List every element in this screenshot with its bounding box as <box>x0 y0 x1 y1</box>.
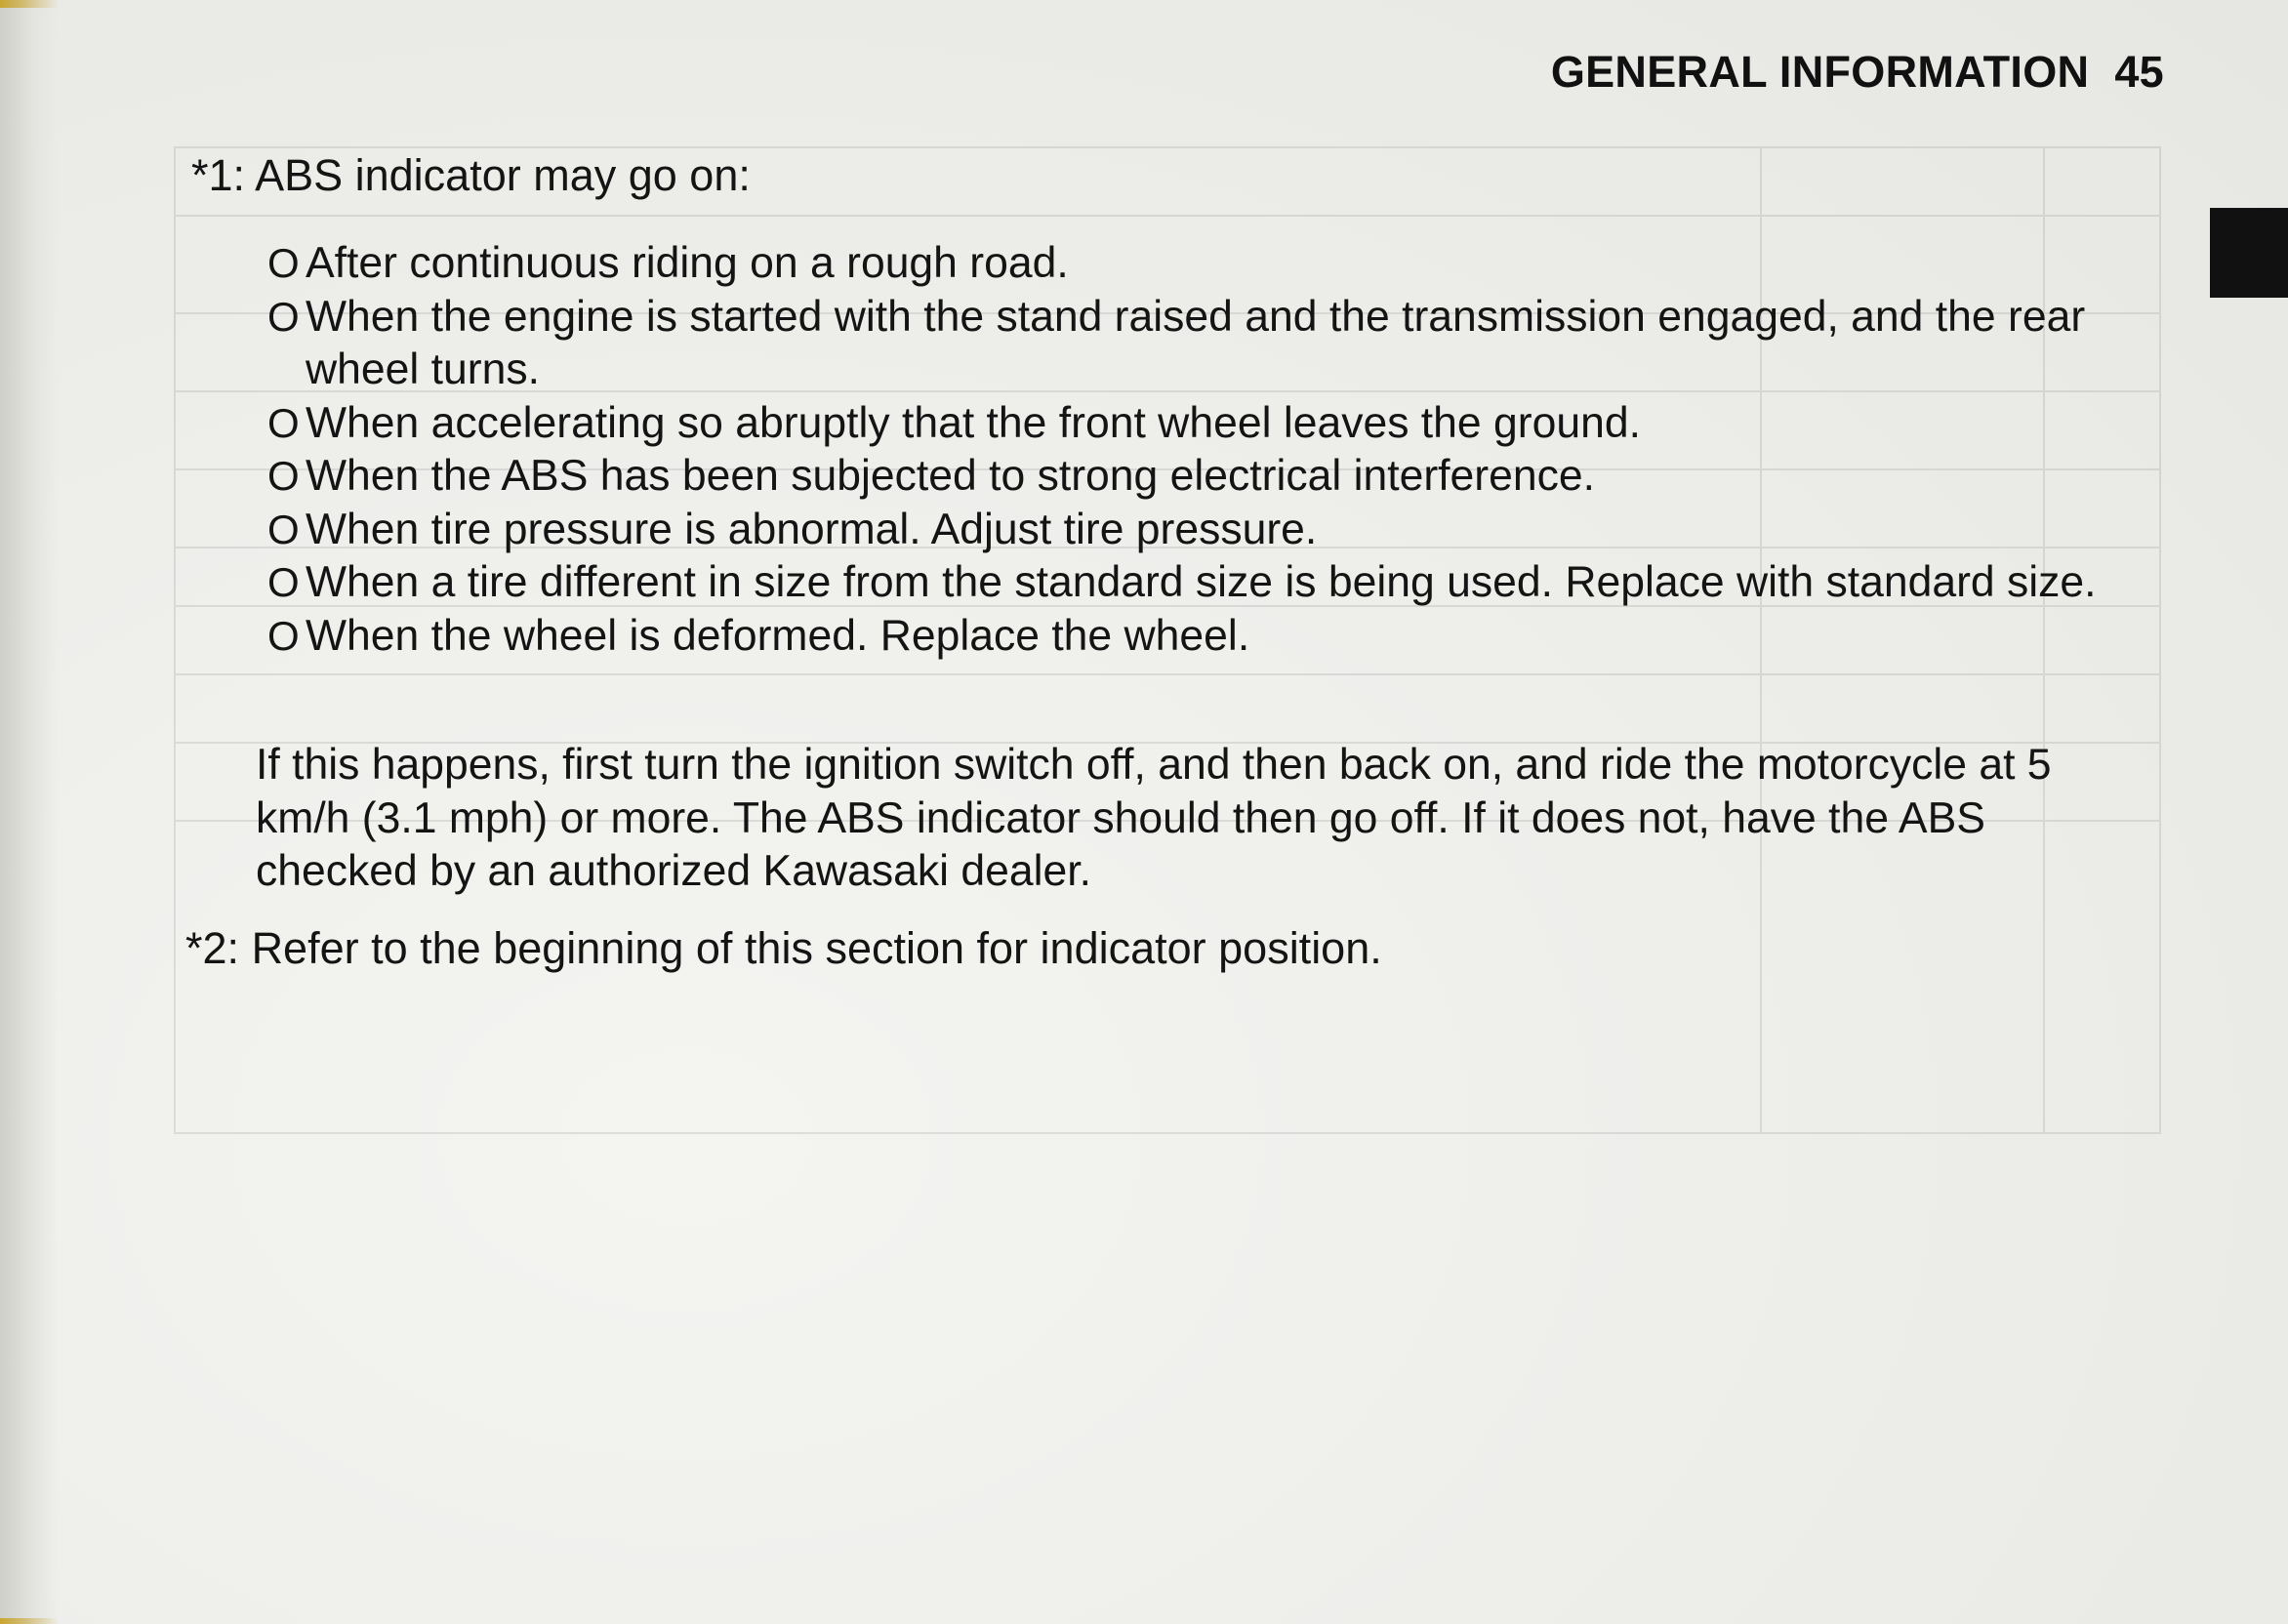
note-1-paragraph: If this happens, first turn the ignition switch off, and then back on, and ride the motorcycle at 5 km/h (3.1 mph) or more. The ABS indicator should then go off. If it does not, have the ABS checked by an authorized Kawasaki dealer. <box>256 741 2052 895</box>
note-2-marker: *2: <box>185 923 240 973</box>
page-number: 45 <box>2114 47 2164 97</box>
bullet-marker: O <box>267 240 300 286</box>
bullet-marker: O <box>267 559 300 605</box>
page-header <box>1551 47 2164 98</box>
bullet-marker: O <box>267 453 300 499</box>
bullet-marker: O <box>267 612 300 659</box>
bullet-marker: O <box>267 293 300 340</box>
cover-edge-top <box>0 0 59 8</box>
abs-condition-list <box>264 237 2099 663</box>
note-1-heading <box>191 150 751 201</box>
note-2 <box>185 923 1382 974</box>
list-item <box>264 291 2099 397</box>
list-item <box>264 450 2099 504</box>
list-item-text: When accelerating so abruptly that the front wheel leaves the ground. <box>306 398 1641 447</box>
list-item <box>264 397 2099 451</box>
list-item-text: When the wheel is deformed. Replace the wheel. <box>306 611 1250 660</box>
cover-edge-bottom <box>0 1618 59 1624</box>
note-1-title: ABS indicator may go on: <box>255 150 751 200</box>
bullet-marker: O <box>267 506 300 552</box>
note-1-marker: *1: <box>191 150 246 200</box>
note-2-text: Refer to the beginning of this section for indicator position. <box>251 923 1382 973</box>
section-thumb-tab <box>2210 208 2288 298</box>
section-title: GENERAL INFORMATION <box>1550 47 2090 97</box>
list-item-text: When a tire different in size from the standard size is being used. Replace with standard size. <box>306 558 2097 606</box>
list-item-text: After continuous riding on a rough road. <box>306 239 1069 287</box>
list-item-text: When the engine is started with the stand raised and the transmission engaged, and the rear wheel turns. <box>306 292 2086 393</box>
page-gutter-shadow <box>0 0 59 1624</box>
list-item <box>264 610 2099 664</box>
bullet-marker: O <box>267 399 300 446</box>
list-item <box>264 556 2099 610</box>
list-item <box>264 504 2099 557</box>
list-item-text: When the ABS has been subjected to strong electrical interference. <box>306 452 1595 500</box>
list-item <box>264 237 2099 291</box>
list-item-text: When tire pressure is abnormal. Adjust tire pressure. <box>306 505 1318 553</box>
